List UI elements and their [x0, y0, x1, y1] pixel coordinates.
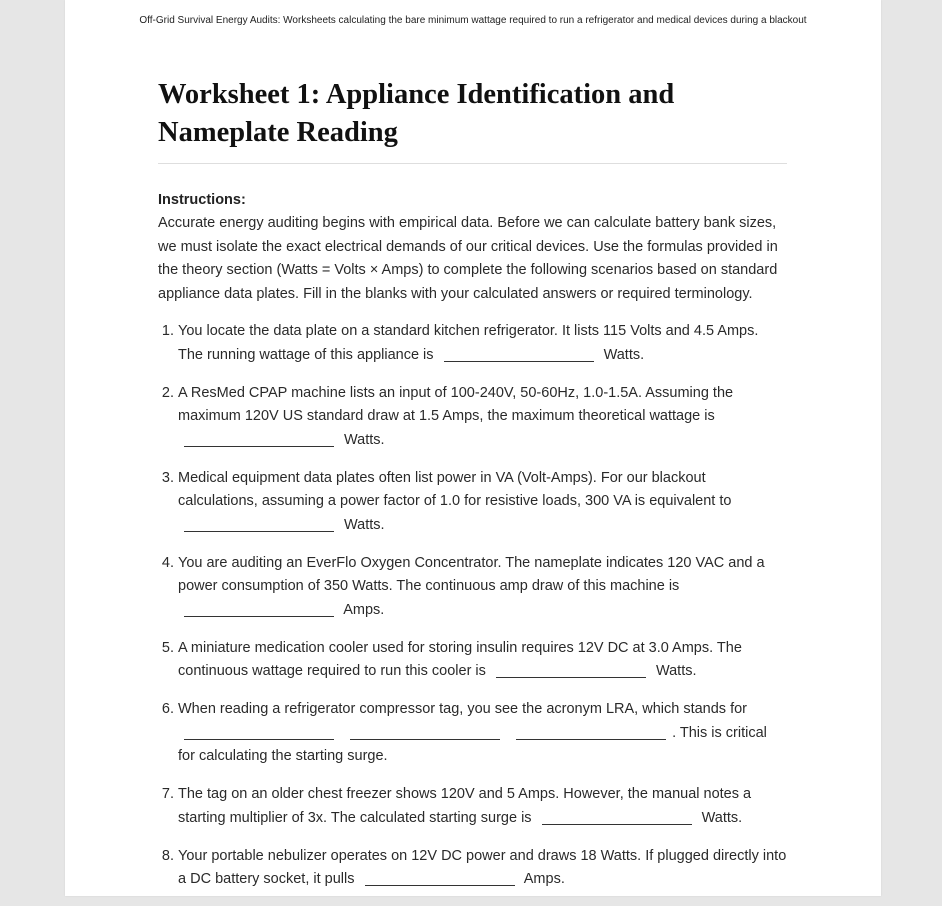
- running-header: Off-Grid Survival Energy Audits: Worksheets calculating the bare minimum wattage required to run a refrigerator and medical devices during a blackout: [139, 15, 807, 26]
- question-tail: . This is critical for calculating the starting surge.: [178, 724, 767, 764]
- question-2: [178, 382, 787, 453]
- question-unit: Amps.: [523, 871, 565, 887]
- answer-blank[interactable]: [542, 810, 692, 825]
- question-4: [178, 552, 787, 623]
- answer-blank[interactable]: [184, 432, 334, 447]
- question-text: You locate the data plate on a standard kitchen refrigerator. It lists 115 Volts and 4.5 Amps. The running wattage of this appliance is: [178, 323, 759, 363]
- worksheet-content: [158, 72, 787, 906]
- question-unit: Watts.: [701, 809, 743, 826]
- question-text: Medical equipment data plates often list power in VA (Volt-Amps). For our blackout calculations, assuming a power factor of 1.0 for resistive loads, 300 VA is equivalent to: [178, 469, 732, 509]
- answer-blank[interactable]: [184, 517, 334, 532]
- question-text: The tag on an older chest freezer shows 120V and 5 Amps. However, the manual notes a starting multiplier of 3x. The calculated starting surge is: [178, 786, 752, 826]
- question-text: When reading a refrigerator compressor tag, you see the acronym LRA, which stands for: [178, 701, 747, 717]
- question-1: [178, 320, 787, 367]
- question-unit: Watts.: [344, 431, 385, 448]
- question-3: [178, 467, 787, 538]
- answer-blank-word-1[interactable]: [184, 725, 334, 740]
- answer-blank[interactable]: [365, 871, 515, 886]
- document-page: [65, 0, 881, 896]
- answer-blank-word-2[interactable]: [350, 725, 500, 740]
- question-text: Your portable nebulizer operates on 12V DC power and draws 18 Watts. If plugged directly into a DC battery socket, it pulls: [178, 847, 787, 887]
- question-text: A ResMed CPAP machine lists an input of 100-240V, 50-60Hz, 1.0-1.5A. Assuming the maximum 120V US standard draw at 1.5 Amps, the maximum theoretical wattage is: [178, 384, 734, 424]
- answer-blank-word-3[interactable]: [516, 725, 666, 740]
- answer-blank[interactable]: [444, 347, 594, 362]
- question-text: You are auditing an EverFlo Oxygen Concentrator. The nameplate indicates 120 VAC and a power consumption of 350 Watts. The continuous amp draw of this machine is: [178, 554, 765, 594]
- question-text: A miniature medication cooler used for storing insulin requires 12V DC at 3.0 Amps. The continuous wattage required to run this cooler is: [178, 639, 742, 679]
- worksheet-title: Worksheet 1: Appliance Identification and Nameplate Reading: [158, 72, 787, 164]
- instructions-label: Instructions:: [158, 192, 246, 208]
- question-unit: Amps.: [343, 601, 385, 618]
- answer-blank[interactable]: [184, 602, 334, 617]
- question-unit: Watts.: [655, 663, 697, 679]
- question-7: [178, 783, 787, 830]
- question-5: [178, 637, 787, 684]
- question-8: [178, 845, 787, 892]
- question-unit: Watts.: [344, 516, 385, 533]
- question-list: [158, 320, 787, 892]
- instructions-text: Accurate energy auditing begins with empirical data. Before we can calculate battery bank sizes, we must isolate the exact electrical demands of our critical devices. Use the formulas provided in the theory section (Watts = Volts × Amps) to complete the following scenarios based on standard appliance data plates. Fill in the blanks with your calculated answers or required terminology.: [158, 215, 778, 302]
- answer-blank[interactable]: [496, 663, 646, 678]
- question-unit: Watts.: [603, 346, 645, 363]
- question-6: [178, 698, 787, 769]
